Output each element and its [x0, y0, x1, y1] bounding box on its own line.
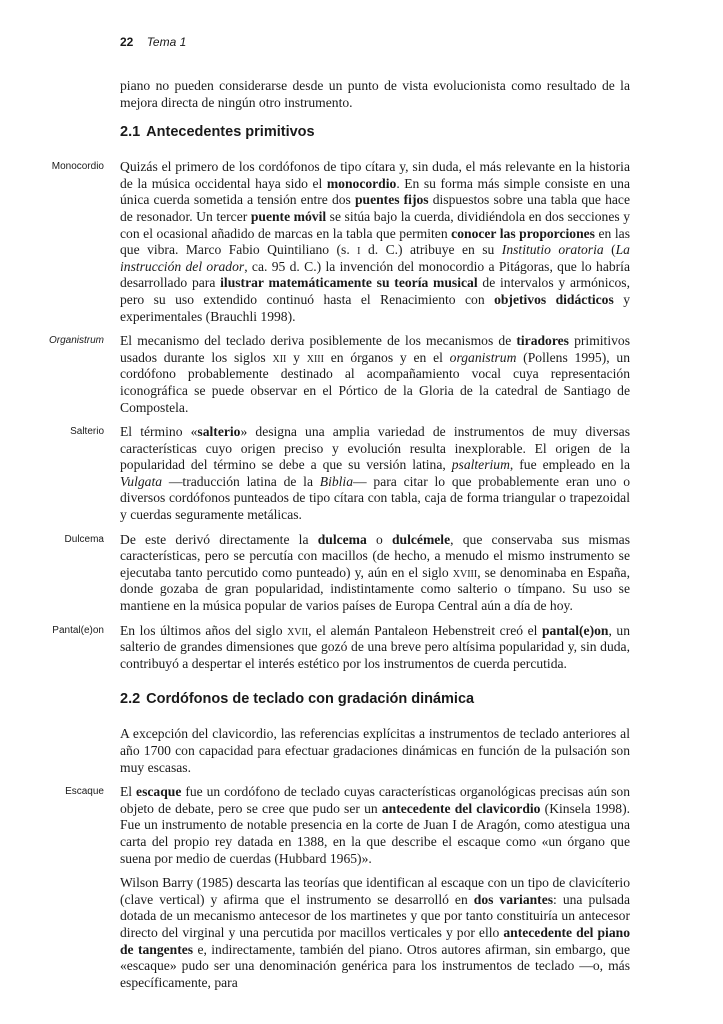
paragraph-organistrum: Organistrum El mecanismo del teclado deriva posiblemente de los mecanismos de tiradores primitivos usados durante los siglos xii y xiii en órganos y en el organistrum (Pollens 1995), un cordófono probablemente destinado al acompañamiento vocal cuya representación iconográfica se puede observar en el Pórtico de la Gloria de la catedral de Santiago de Compostela.	[120, 333, 630, 416]
paragraph-escaque: Escaque El escaque fue un cordófono de teclado cuyas características organológicas precisas aún son objeto de debate, pero se cree que pudo ser un antecedente del clavicordio (Kinsela 1998). Fue un instrumento de notable presencia en la corte de Juan I de Aragón, como atestigua una carta del propio rey datada en 1388, en la que describe el escaque como «un órgano que suena por medio de cuerdas (Hubbard 1965)».	[120, 784, 630, 867]
paragraph-monocordio: Monocordio Quizás el primero de los cordófonos de tipo cítara y, sin duda, el más relevante en la historia de la música occidental haya sido el monocordio. En su forma más simple consiste en una única cuerda sometida a tensión entre dos puentes fijos dispuestos sobre una tabla que hace de resonador. Un tercer puente móvil se sitúa bajo la cuerda, dividiéndola en dos secciones y con el ocasional añadido de marcas en la tabla que permiten conocer las proporciones en las que vibra. Marco Fabio Quintiliano (s. i d. C.) atribuye en su Institutio oratoria (La instrucción del orador, ca. 95 d. C.) la invención del monocordio a Pitágoras, que lo habría desarrollado para ilustrar matemáticamente su teoría musical de intervalos y armónicos, pero su uso extendido continuó hasta el Renacimiento con objetivos didácticos y experimentales (Brauchli 1998).	[120, 159, 630, 325]
margin-note-pantaleon: Pantal(e)on	[52, 624, 104, 636]
margin-note-salterio: Salterio	[70, 426, 104, 438]
margin-note-organistrum: Organistrum	[48, 335, 104, 347]
page-number: 22	[120, 35, 134, 49]
margin-note-monocordio: Monocordio	[51, 161, 104, 173]
section-title: Cordófonos de teclado con gradación dinámica	[146, 691, 475, 708]
paragraph-clavicordio: A excepción del clavicordio, las referencias explícitas a instrumentos de teclado anteriores al año 1700 con capacidad para efectuar gradaciones dinámicas en función de la pulsación son muy escasas.	[120, 726, 630, 775]
section-number: 2.1	[120, 124, 141, 141]
paragraph-dulcema: Dulcema De este derivó directamente la dulcema o dulcémele, que conservaba sus mismas características, pero se percutía con macillos (de hecho, a menudo el mismo instrumento se ejecutaba tanto percutido como punteado) y, aún en el siglo xviii, se denominaba en España, donde gozaba de gran popularidad, indistintamente como salterio o tímpano. Su uso se mantiene en la música popular de varios países de Europa Central aún a día de hoy.	[120, 532, 630, 615]
paragraph-barry: Wilson Barry (1985) descarta las teorías que identifican al escaque con un tipo de clavicíterio (clave vertical) y afirma que el instrumento se desarrolló en dos variantes: una pulsada dotada de un mecanismo antecesor de los martinetes y que por tanto constituiría un antecesor directo del virginal y una percutida por macillos verticales y por ello antecedente del piano de tangentes e, indirectamente, también del piano. Otros autores afirman, sin embargo, que «escaque» pudo ser una denominación genérica para los instrumentos de teclado —o, más específicamente, para	[120, 875, 630, 990]
margin-note-escaque: Escaque	[65, 786, 104, 798]
margin-note-dulcema: Dulcema	[64, 533, 104, 545]
running-header	[120, 35, 186, 49]
section-number: 2.2	[120, 691, 141, 708]
running-title: Tema 1	[146, 35, 187, 49]
body-text	[48, 78, 631, 999]
paragraph-salterio: Salterio El término «salterio» designa una amplia variedad de instrumentos de muy diversas características cuyo origen preciso y evolución resulta inexplorable. El origen de la popularidad del término se debe a que su versión latina, psalterium, fue empleado en la Vulgata —traducción latina de la Biblia— para citar lo que probablemente eran uno o diversos cordófonos punteados de tipo cítara con tabla, caja de forma triangular o trapezoidal y cuerdas seguramente metálicas.	[120, 424, 630, 524]
paragraph-pantaleon: Pantal(e)on En los últimos años del siglo xvii, el alemán Pantaleon Hebenstreit creó el pantal(e)on, un salterio de grandes dimensiones que gozó de una breve pero altísima popularidad y, sin duda, contribuyó a despertar el interés estético por los instrumentos de cuerda percutida.	[120, 623, 630, 673]
section-title: Antecedentes primitivos	[146, 124, 315, 141]
intro-paragraph: piano no pueden considerarse desde un punto de vista evolucionista como resultado de la mejora directa de ningún otro instrumento.	[120, 78, 630, 110]
section-heading-2-2	[120, 690, 630, 708]
section-heading-2-1	[120, 123, 630, 141]
